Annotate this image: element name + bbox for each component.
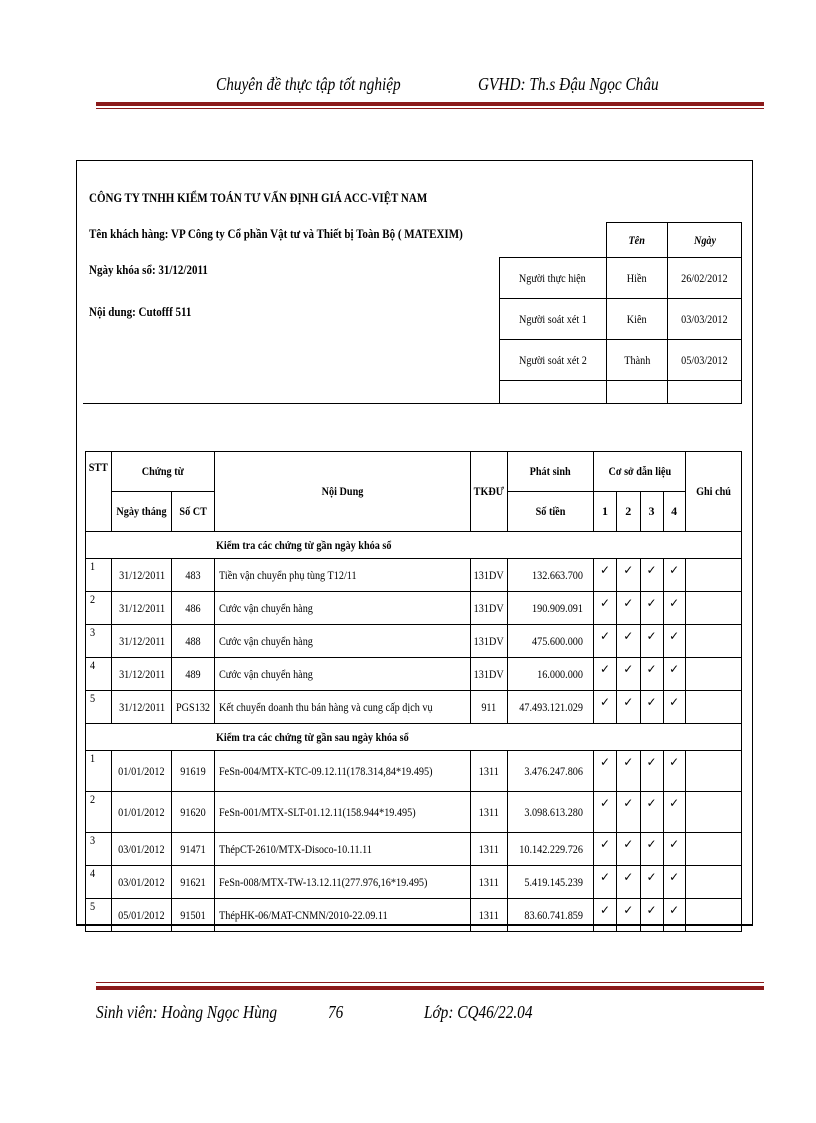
check-icon: ✓ [663, 625, 685, 658]
row-stt: 4 [86, 658, 112, 691]
col-phat-sinh: Phát sinh [508, 452, 594, 492]
row-date: 31/12/2011 [112, 625, 172, 658]
page-footer [96, 982, 764, 1042]
signoff-row [500, 258, 742, 299]
col-noi-dung: Nội Dung [214, 452, 470, 532]
row-description: FeSn-001/MTX-SLT-01.12.11(158.944*19.495) [214, 792, 470, 833]
row-description: Tiền vận chuyển phụ tùng T12/11 [214, 559, 470, 592]
signoff-table [499, 222, 742, 404]
signoff-role: Người soát xét 1 [500, 299, 607, 340]
check-icon: ✓ [616, 592, 640, 625]
company-name: CÔNG TY TNHH KIỂM TOÁN TƯ VẤN ĐỊNH GIÁ ACC-VIỆT NAM [89, 191, 428, 205]
row-amount: 47.493.121.029 [508, 691, 594, 724]
col-so-tien: Số tiền [508, 492, 594, 532]
row-amount: 83.60.741.859 [508, 899, 594, 932]
check-icon: ✓ [640, 691, 663, 724]
table-row [86, 899, 742, 932]
check-icon: ✓ [663, 592, 685, 625]
check-icon: ✓ [640, 751, 663, 792]
table-row [86, 658, 742, 691]
row-stt: 2 [86, 592, 112, 625]
row-description: FeSn-008/MTX-TW-13.12.11(277.976,16*19.495) [214, 866, 470, 899]
row-doc-number: 489 [172, 658, 214, 691]
row-doc-number: 91501 [172, 899, 214, 932]
row-amount: 5.419.145.239 [508, 866, 594, 899]
row-description: Cước vận chuyển hàng [214, 592, 470, 625]
row-stt: 1 [86, 751, 112, 792]
row-doc-number: PGS132 [172, 691, 214, 724]
working-paper [76, 160, 753, 926]
row-doc-number: 91619 [172, 751, 214, 792]
signoff-empty-cell [500, 381, 607, 404]
table-row [86, 866, 742, 899]
table-row [86, 833, 742, 866]
row-amount: 10.142.229.726 [508, 833, 594, 866]
row-description: Kết chuyển doanh thu bán hàng và cung cấp dịch vụ [214, 691, 470, 724]
col-ngay-thang: Ngày tháng [112, 492, 172, 532]
col-so-ct: Số CT [172, 492, 214, 532]
check-icon: ✓ [616, 559, 640, 592]
col-assertion-2: 2 [616, 492, 640, 532]
col-chung-tu: Chứng từ [112, 452, 214, 492]
check-icon: ✓ [663, 691, 685, 724]
header-rule-thin [96, 108, 764, 109]
row-note [685, 751, 741, 792]
row-note [685, 559, 741, 592]
row-description: FeSn-004/MTX-KTC-09.12.11(178.314,84*19.495) [214, 751, 470, 792]
table-header-row-1 [86, 452, 742, 492]
client-name: Tên khách hàng: VP Công ty Cổ phần Vật tư và Thiết bị Toàn Bộ ( MATEXIM) [89, 227, 463, 241]
row-account: 1311 [470, 833, 507, 866]
row-note [685, 899, 741, 932]
row-date: 01/01/2012 [112, 792, 172, 833]
section-label: Kiểm tra các chứng từ gần sau ngày khóa sổ [86, 724, 742, 751]
row-date: 03/01/2012 [112, 866, 172, 899]
row-amount: 16.000.000 [508, 658, 594, 691]
row-stt: 4 [86, 866, 112, 899]
row-account: 1311 [470, 899, 507, 932]
row-date: 01/01/2012 [112, 751, 172, 792]
row-doc-number: 91621 [172, 866, 214, 899]
footer-rule-thick [96, 986, 764, 990]
check-icon: ✓ [640, 866, 663, 899]
check-icon: ✓ [594, 691, 617, 724]
check-icon: ✓ [616, 899, 640, 932]
signoff-row [500, 340, 742, 381]
row-note [685, 792, 741, 833]
check-icon: ✓ [640, 658, 663, 691]
check-icon: ✓ [594, 899, 617, 932]
row-amount: 190.909.091 [508, 592, 594, 625]
check-icon: ✓ [663, 899, 685, 932]
footer-class: Lớp: CQ46/22.04 [424, 1002, 533, 1022]
row-note [685, 833, 741, 866]
section-label: Kiểm tra các chứng từ gần ngày khóa sổ [86, 532, 742, 559]
check-icon: ✓ [594, 625, 617, 658]
check-icon: ✓ [663, 559, 685, 592]
footer-student: Sinh viên: Hoàng Ngọc Hùng [96, 1002, 278, 1022]
row-doc-number: 91471 [172, 833, 214, 866]
row-amount: 3.476.247.806 [508, 751, 594, 792]
row-account: 131DV [470, 592, 507, 625]
row-date: 03/01/2012 [112, 833, 172, 866]
signoff-person: Kiên [606, 299, 668, 340]
row-doc-number: 488 [172, 625, 214, 658]
row-account: 1311 [470, 792, 507, 833]
check-icon: ✓ [640, 592, 663, 625]
signoff-row [500, 299, 742, 340]
row-note [685, 592, 741, 625]
check-icon: ✓ [663, 833, 685, 866]
signoff-person: Thành [606, 340, 668, 381]
row-amount: 475.600.000 [508, 625, 594, 658]
row-stt: 1 [86, 559, 112, 592]
check-icon: ✓ [663, 658, 685, 691]
signoff-date: 26/02/2012 [668, 258, 742, 299]
row-description: ThépCT-2610/MTX-Disoco-10.11.11 [214, 833, 470, 866]
row-note [685, 658, 741, 691]
row-amount: 132.663.700 [508, 559, 594, 592]
page-header [96, 72, 764, 112]
row-stt: 3 [86, 833, 112, 866]
row-account: 1311 [470, 751, 507, 792]
row-account: 131DV [470, 559, 507, 592]
row-note [685, 866, 741, 899]
signoff-empty-row [500, 381, 742, 404]
check-icon: ✓ [594, 658, 617, 691]
check-icon: ✓ [616, 792, 640, 833]
row-description: Cước vận chuyển hàng [214, 625, 470, 658]
check-icon: ✓ [594, 751, 617, 792]
table-row [86, 792, 742, 833]
check-icon: ✓ [616, 751, 640, 792]
row-description: ThépHK-06/MAT-CNMN/2010-22.09.11 [214, 899, 470, 932]
check-icon: ✓ [594, 792, 617, 833]
col-tkdu: TKĐƯ [470, 452, 507, 532]
signoff-col-date: Ngày [668, 223, 742, 258]
header-supervisor: GVHD: Th.s Đậu Ngọc Châu [478, 74, 659, 94]
check-icon: ✓ [616, 866, 640, 899]
check-icon: ✓ [616, 833, 640, 866]
check-icon: ✓ [640, 792, 663, 833]
check-icon: ✓ [594, 866, 617, 899]
col-ghi-chu: Ghi chú [685, 452, 741, 532]
check-icon: ✓ [616, 625, 640, 658]
footer-page-number: 76 [328, 1002, 344, 1022]
col-assertion-3: 3 [640, 492, 663, 532]
col-assertion-1: 1 [594, 492, 617, 532]
row-date: 05/01/2012 [112, 899, 172, 932]
row-account: 131DV [470, 625, 507, 658]
check-icon: ✓ [594, 592, 617, 625]
signoff-blank-cell [500, 223, 607, 258]
row-stt: 3 [86, 625, 112, 658]
check-icon: ✓ [616, 691, 640, 724]
signoff-role: Người soát xét 2 [500, 340, 607, 381]
row-account: 1311 [470, 866, 507, 899]
row-date: 31/12/2011 [112, 559, 172, 592]
row-doc-number: 91620 [172, 792, 214, 833]
signoff-header-row [500, 223, 742, 258]
row-date: 31/12/2011 [112, 658, 172, 691]
table-row [86, 625, 742, 658]
cutoff-table [85, 451, 742, 932]
col-co-so-dan-lieu: Cơ sở dẫn liệu [594, 452, 686, 492]
row-note [685, 625, 741, 658]
check-icon: ✓ [640, 625, 663, 658]
col-assertion-4: 4 [663, 492, 685, 532]
footer-rule-thin [96, 982, 764, 983]
signoff-empty-cell [668, 381, 742, 404]
check-icon: ✓ [663, 866, 685, 899]
check-icon: ✓ [640, 559, 663, 592]
row-stt: 5 [86, 691, 112, 724]
check-icon: ✓ [663, 792, 685, 833]
signoff-col-name: Tên [606, 223, 668, 258]
closing-date: Ngày khóa sổ: 31/12/2011 [89, 263, 208, 277]
header-thesis-title: Chuyên đề thực tập tốt nghiệp [216, 74, 401, 94]
section-before-closing [86, 532, 742, 559]
row-doc-number: 483 [172, 559, 214, 592]
row-stt: 2 [86, 792, 112, 833]
row-date: 31/12/2011 [112, 691, 172, 724]
row-note [685, 691, 741, 724]
check-icon: ✓ [594, 833, 617, 866]
section-after-closing [86, 724, 742, 751]
row-amount: 3.098.613.280 [508, 792, 594, 833]
table-row [86, 592, 742, 625]
row-doc-number: 486 [172, 592, 214, 625]
check-icon: ✓ [640, 899, 663, 932]
row-stt: 5 [86, 899, 112, 932]
row-account: 131DV [470, 658, 507, 691]
check-icon: ✓ [616, 658, 640, 691]
row-account: 911 [470, 691, 507, 724]
content-label: Nội dung: Cutofff 511 [89, 305, 192, 319]
table-row [86, 691, 742, 724]
separator-line [83, 403, 507, 404]
signoff-date: 03/03/2012 [668, 299, 742, 340]
check-icon: ✓ [640, 833, 663, 866]
signoff-empty-cell [606, 381, 668, 404]
table-row [86, 559, 742, 592]
table-row [86, 751, 742, 792]
col-stt: STT [86, 452, 112, 532]
row-description: Cước vận chuyển hàng [214, 658, 470, 691]
signoff-date: 05/03/2012 [668, 340, 742, 381]
check-icon: ✓ [663, 751, 685, 792]
header-rule-thick [96, 102, 764, 106]
signoff-person: Hiền [606, 258, 668, 299]
signoff-role: Người thực hiện [500, 258, 607, 299]
row-date: 31/12/2011 [112, 592, 172, 625]
check-icon: ✓ [594, 559, 617, 592]
